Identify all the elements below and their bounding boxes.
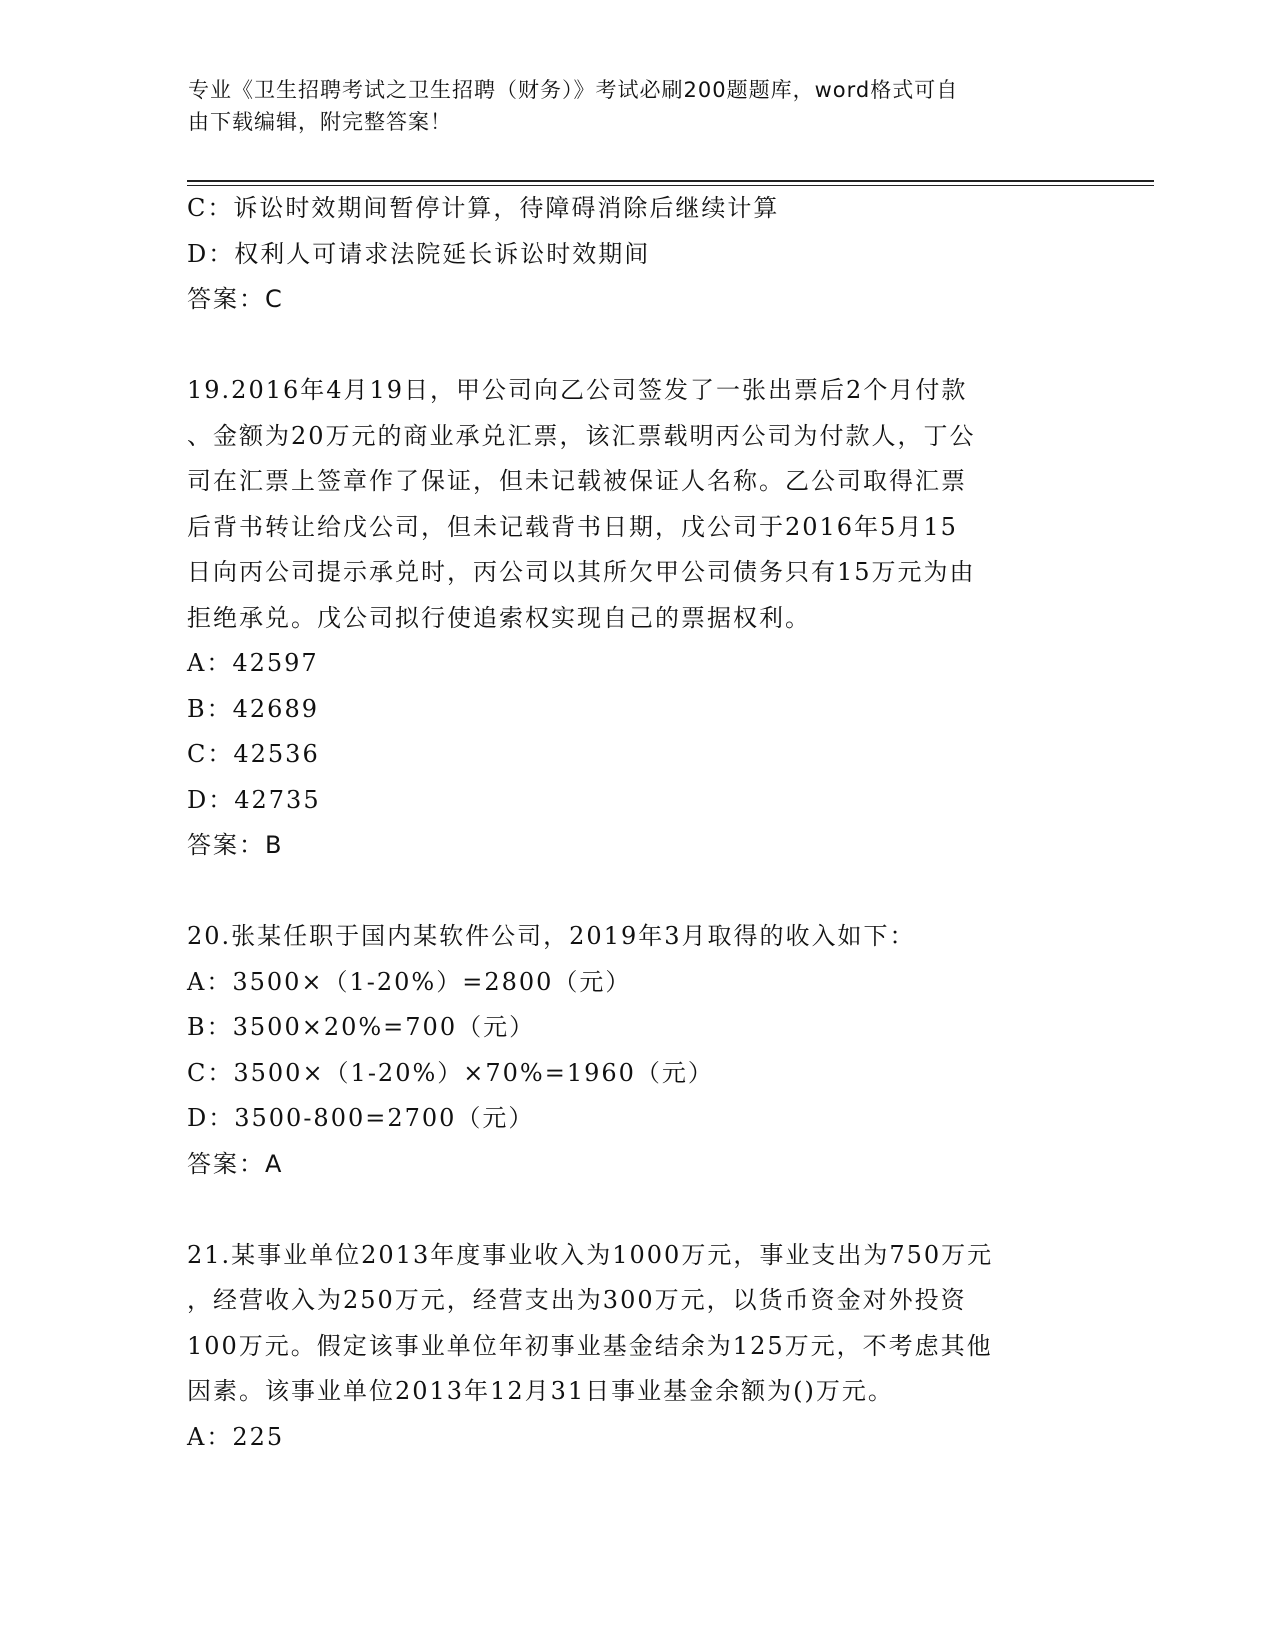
q18-option-c: C：诉讼时效期间暂停计算，待障碍消除后继续计算 xyxy=(187,194,780,222)
page-header xyxy=(188,74,1068,138)
q20-option-c: C：3500×（1-20%）×70%=1960（元） xyxy=(187,1058,714,1087)
q20-option-b: B：3500×20%=700（元） xyxy=(187,1013,536,1041)
q21-stem-line-2: ，经营收入为250万元，经营支出为300万元，以货币资金对外投资 xyxy=(187,1286,967,1314)
q18-option-d: D：权利人可请求法院延长诉讼时效期间 xyxy=(187,239,651,268)
question-gap xyxy=(187,869,1087,915)
q19-stem-line-3: 司在汇票上签章作了保证，但未记载被保证人名称。乙公司取得汇票 xyxy=(187,467,967,495)
question-content xyxy=(187,186,1087,1460)
q19-stem-line-6: 拒绝承兑。戊公司拟行使追索权实现自己的票据权利。 xyxy=(187,603,811,632)
q19-option-c: C：42536 xyxy=(187,740,320,768)
q18-answer: 答案：C xyxy=(187,285,284,313)
q19-stem-line-1: 19.2016年4月19日，甲公司向乙公司签发了一张出票后2个月付款 xyxy=(187,376,968,404)
q21-stem-line-1: 21.某事业单位2013年度事业收入为1000万元，事业支出为750万元 xyxy=(187,1240,994,1269)
q19-option-d: D：42735 xyxy=(187,785,321,814)
question-gap xyxy=(187,1187,1087,1233)
q19-answer: 答案：B xyxy=(187,831,284,859)
q20-answer: 答案：A xyxy=(187,1149,284,1178)
q21-stem-line-3: 100万元。假定该事业单位年初事业基金结余为125万元，不考虑其他 xyxy=(187,1331,993,1360)
q19-stem-line-5: 日向丙公司提示承兑时，丙公司以其所欠甲公司债务只有15万元为由 xyxy=(187,558,976,586)
q20-option-d: D：3500-800=2700（元） xyxy=(187,1104,535,1132)
q19-option-b: B：42689 xyxy=(187,694,319,723)
question-gap xyxy=(187,323,1087,369)
q19-option-a: A：42597 xyxy=(187,649,319,677)
q21-option-a: A：225 xyxy=(187,1422,285,1451)
q19-stem-line-4: 后背书转让给戊公司，但未记载背书日期，戊公司于2016年5月15 xyxy=(187,512,958,541)
header-rule-thick xyxy=(187,180,1154,182)
q19-stem-line-2: 、金额为20万元的商业承兑汇票，该汇票载明丙公司为付款人，丁公 xyxy=(187,421,976,450)
header-line-1: 专业《卫生招聘考试之卫生招聘（财务）》考试必刷200题题库，word格式可自 xyxy=(188,78,959,102)
q21-stem-line-4: 因素。该事业单位2013年12月31日事业基金余额为()万元。 xyxy=(187,1377,894,1405)
header-line-2: 由下载编辑，附完整答案！ xyxy=(188,110,452,134)
q20-stem: 20.张某任职于国内某软件公司，2019年3月取得的收入如下： xyxy=(187,922,916,950)
q20-option-a: A：3500×（1-20%）=2800（元） xyxy=(187,967,632,996)
